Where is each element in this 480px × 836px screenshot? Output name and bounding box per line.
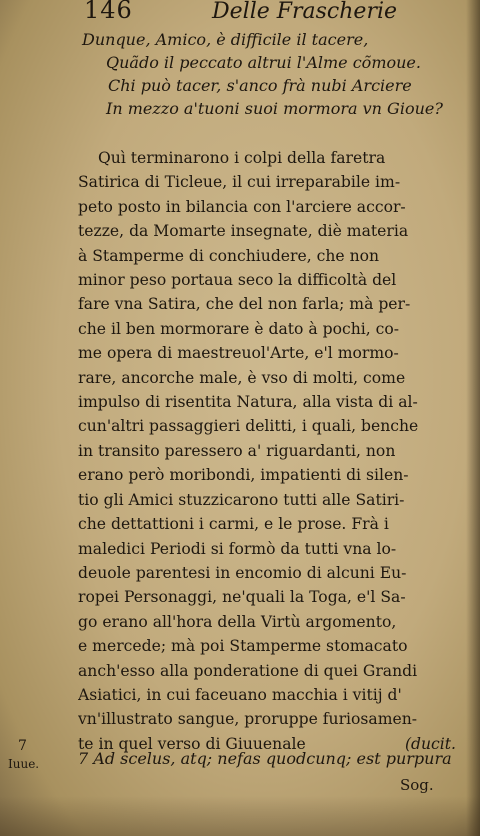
prose-line: maledici Periodi si formò da tutti vna lo-	[78, 539, 397, 558]
prose-line: go erano all'hora della Virtù argomento,	[78, 612, 397, 631]
prose-line: deuole parentesi in encomio di alcuni Eu-	[78, 563, 407, 582]
prose-line: che dettattioni i carmi, e le prose. Frà i	[78, 515, 389, 534]
prose-line: in transito paressero a' riguardanti, non	[78, 441, 396, 460]
verse-line: Dunque, Amico, è difficile il tacere,	[82, 30, 369, 49]
running-title: Delle Frascherie	[212, 0, 398, 24]
prose-line: cun'altri passaggieri delitti, i quali, benche	[78, 417, 419, 436]
verse-stanza	[78, 28, 468, 120]
page-bottom-shadow	[0, 796, 480, 836]
prose-line: ropei Personaggi, ne'quali la Toga, e'l Sa-	[78, 588, 406, 607]
latin-quotation: 7 Ad scelus, atq; nefas quodcunq; est purpura	[78, 749, 452, 768]
prose-line: tezze, da Momarte insegnate, diè materia	[78, 222, 409, 241]
prose-line: che il ben mormorare è dato à pochi, co-	[78, 319, 400, 338]
page-number: 146	[84, 0, 133, 24]
prose-line: rare, ancorche male, è vso di molti, come	[78, 368, 406, 387]
prose-line: fare vna Satira, che del non farla; mà per-	[78, 295, 411, 314]
prose-paragraph	[78, 146, 456, 756]
prose-line: erano però moribondi, impatienti di silen-	[78, 466, 409, 485]
verse-line: Quãdo il peccato altrui l'Alme cõmoue.	[106, 53, 421, 72]
prose-line: me opera di maestreuol'Arte, e'l mormo-	[78, 344, 399, 363]
prose-line: minor peso portaua seco la difficoltà del	[78, 271, 397, 290]
prose-line: impulso di risentita Natura, alla vista di al-	[78, 393, 418, 412]
prose-line: Satirica di Ticleue, il cui irreparabile im-	[78, 173, 401, 192]
prose-line: e mercede; mà poi Stamperme stomacato	[78, 637, 408, 656]
verse-line: In mezzo a'tuoni suoi mormora vn Gioue?	[106, 99, 443, 118]
prose-line: à Stamperme di conchiudere, che non	[78, 246, 380, 265]
prose-line: te in quel verso di Giuuenale	[78, 734, 306, 753]
page-header	[84, 0, 464, 30]
catchword: Sog.	[400, 776, 434, 794]
prose-line: Quì terminarono i colpi della faretra	[98, 149, 386, 167]
verse-line: Chi può tacer, s'anco frà nubi Arciere	[108, 76, 412, 95]
prose-line: peto posto in bilancia con l'arciere accor-	[78, 197, 406, 216]
page-edge-shadow	[466, 0, 480, 836]
margin-note-number: 7	[18, 738, 27, 754]
prose-line: Asiatici, in cui faceuano macchia i vitij d'	[78, 685, 402, 704]
prose-line: vn'illustrato sangue, proruppe furiosamen-	[78, 710, 418, 729]
prose-line-tail: (ducit.	[404, 734, 456, 753]
prose-line: tio gli Amici stuzzicarono tutti alle Satiri-	[78, 490, 405, 509]
margin-note-author: Iuue.	[8, 757, 40, 771]
prose-line: anch'esso alla ponderatione di quei Grandi	[78, 661, 418, 680]
